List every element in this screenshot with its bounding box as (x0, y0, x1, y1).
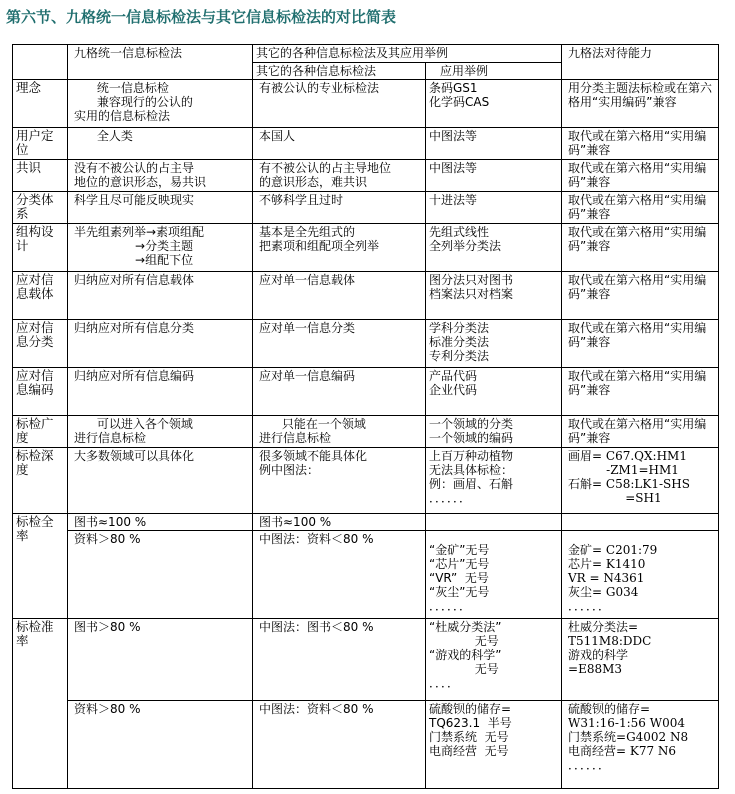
cell-ability: 取代或在第六格用“实用编码”兼容 (562, 160, 719, 192)
cell-nine-grid: 归纳应对所有信息编码 (68, 368, 253, 416)
row-label: 标检深度 (13, 448, 68, 514)
cell-example: 上百万种动植物 无法具体标检： 例：画眉、石斛 ．．．．．． (426, 448, 562, 514)
cell-other-method: 只能在一个领域 进行信息标检 (253, 416, 426, 448)
table-row (13, 224, 719, 272)
row-label: 理念 (13, 80, 68, 128)
cell-nine-grid: 半先组素列举→素项组配 →分类主题 →组配下位 (68, 224, 253, 272)
row-label: 标检广度 (13, 416, 68, 448)
table-row (13, 448, 719, 514)
cell-nine-grid: 全人类 (68, 128, 253, 160)
cell-ability: 取代或在第六格用“实用编码”兼容 (562, 416, 719, 448)
cell-example: 学科分类法 标准分类法 专利分类法 (426, 320, 562, 368)
comparison-table (12, 44, 719, 789)
cell-ability: 取代或在第六格用“实用编码”兼容 (562, 192, 719, 224)
cell-ability (562, 514, 719, 531)
cell-nine-grid: 统一信息标检 兼容现行的公认的 实用的信息标检法 (68, 80, 253, 128)
cell-other-method: 中图法：资料＜80 % (253, 701, 426, 789)
cell-nine-grid: 科学且尽可能反映现实 (68, 192, 253, 224)
row-label: 应对信息载体 (13, 272, 68, 320)
cell-other-method: 本国人 (253, 128, 426, 160)
header-col-nine-grid: 九格统一信息标检法 (68, 45, 253, 80)
table-row (13, 192, 719, 224)
header-col-ability: 九格法对待能力 (562, 45, 719, 80)
table-row (13, 128, 719, 160)
row-label: 组构设计 (13, 224, 68, 272)
cell-example: 条码GS1 化学码CAS (426, 80, 562, 128)
row-label: 分类体系 (13, 192, 68, 224)
cell-other-method: 应对单一信息编码 (253, 368, 426, 416)
cell-nine-grid: 图书＞80 % (68, 619, 253, 701)
cell-example: 先组式线性 全列举分类法 (426, 224, 562, 272)
cell-nine-grid: 归纳应对所有信息载体 (68, 272, 253, 320)
cell-example: 中图法等 (426, 128, 562, 160)
row-label: 共识 (13, 160, 68, 192)
cell-ability: 杜威分类法= T511M8:DDC 游戏的科学 =E88M3 (562, 619, 719, 701)
cell-nine-grid: 可以进入各个领域 进行信息标检 (68, 416, 253, 448)
cell-ability: 画眉= C67.QX:HM1 -ZM1=HM1 石斛= C58:LK1-SHS =SH1 (562, 448, 719, 514)
row-label: 应对信息分类 (13, 320, 68, 368)
cell-example: 一个领域的分类 一个领域的编码 (426, 416, 562, 448)
header-col-others: 其它的各种信息标检法及其应用举例 (253, 45, 562, 63)
row-label: 用户定位 (13, 128, 68, 160)
table-row (13, 531, 719, 619)
cell-ability: 用分类主题法标检或在第六格用“实用编码”兼容 (562, 80, 719, 128)
page-title: 第六节、九格统一信息标检法与其它信息标检法的对比简表 (6, 8, 397, 26)
cell-ability: 取代或在第六格用“实用编码”兼容 (562, 224, 719, 272)
cell-nine-grid: 资料＞80 % (68, 701, 253, 789)
cell-example (426, 514, 562, 531)
table-row (13, 619, 719, 701)
row-label: 标检准率 (13, 619, 68, 789)
cell-other-method: 应对单一信息载体 (253, 272, 426, 320)
row-label: 应对信息编码 (13, 368, 68, 416)
cell-ability: 取代或在第六格用“实用编码”兼容 (562, 128, 719, 160)
cell-nine-grid: 资料＞80 % (68, 531, 253, 619)
header-empty (13, 45, 68, 80)
cell-ability: 硫酸钡的储存= W31:16-1:56 W004 门禁系统=G4002 N8 电商经营= K77 N6 ．．．．．． (562, 701, 719, 789)
cell-other-method: 中图法：图书＜80 % (253, 619, 426, 701)
cell-nine-grid: 图书≈100 % (68, 514, 253, 531)
header-col-examples: 应用举例 (426, 63, 562, 80)
cell-ability: 取代或在第六格用“实用编码”兼容 (562, 272, 719, 320)
cell-other-method: 图书≈100 % (253, 514, 426, 531)
cell-example: 中图法等 (426, 160, 562, 192)
cell-other-method: 应对单一信息分类 (253, 320, 426, 368)
cell-example: “金矿”无号 “芯片”无号 “VR” 无号 “灰尘”无号 ．．．．．． (426, 531, 562, 619)
cell-example: 图分法只对图书 档案法只对档案 (426, 272, 562, 320)
cell-ability: 取代或在第六格用“实用编码”兼容 (562, 368, 719, 416)
header-col-other-methods: 其它的各种信息标检法 (253, 63, 426, 80)
table-row (13, 160, 719, 192)
cell-example: “杜威分类法” 无号 “游戏的科学” 无号 ．．．． (426, 619, 562, 701)
cell-nine-grid: 大多数领域可以具体化 (68, 448, 253, 514)
cell-ability: 金矿= C201:79 芯片= K1410 VR = N4361 灰尘= G034 ．．．．．． (562, 531, 719, 619)
cell-example: 产品代码 企业代码 (426, 368, 562, 416)
cell-other-method: 基本是全先组式的 把素项和组配项全列举 (253, 224, 426, 272)
table-row (13, 320, 719, 368)
row-label: 标检全率 (13, 514, 68, 619)
cell-other-method: 不够科学且过时 (253, 192, 426, 224)
cell-other-method: 有不被公认的占主导地位 的意识形态，难共识 (253, 160, 426, 192)
table-row (13, 416, 719, 448)
table-row (13, 514, 719, 531)
cell-nine-grid: 没有不被公认的占主导 地位的意识形态，易共识 (68, 160, 253, 192)
cell-nine-grid: 归纳应对所有信息分类 (68, 320, 253, 368)
cell-example: 十进法等 (426, 192, 562, 224)
table-row (13, 272, 719, 320)
cell-other-method: 中图法：资料＜80 % (253, 531, 426, 619)
cell-other-method: 很多领域不能具体化 例中图法： (253, 448, 426, 514)
cell-example: 硫酸钡的储存= TQ623.1 半号 门禁系统 无号 电商经营 无号 (426, 701, 562, 789)
table-row (13, 368, 719, 416)
cell-ability: 取代或在第六格用“实用编码”兼容 (562, 320, 719, 368)
cell-other-method: 有被公认的专业标检法 (253, 80, 426, 128)
table-row (13, 80, 719, 128)
table-row (13, 701, 719, 789)
